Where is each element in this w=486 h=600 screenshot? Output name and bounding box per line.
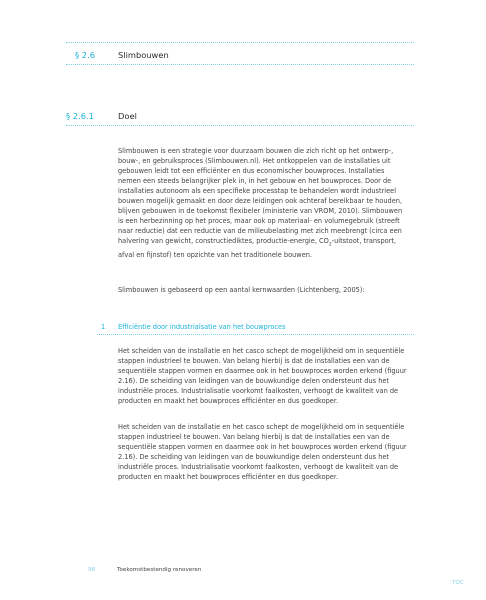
paragraph-industrialisation — [118, 346, 418, 406]
page-number: 98 — [88, 567, 96, 573]
text-line: blijven gebouwen in de toekomst flexibeler (ministerie van VROM, 2010). Slimbouwen — [118, 207, 403, 215]
item-number: 1 — [101, 323, 106, 331]
text-line-co2 — [118, 236, 418, 250]
co2-text: halvering van gewicht, constructiediktes, productie-energie, CO — [118, 237, 329, 245]
paragraph-industrialisation-repeat — [118, 422, 418, 482]
section-number: § 2.6 — [75, 50, 95, 60]
text-line: bouwen mogelijk gemaakt en door deze leidingen ook achteraf bereikbaar te houden, — [118, 197, 403, 205]
text-line: producten en maakt het bouwproces efficiënter en dus goedkoper. — [118, 473, 339, 481]
text-line: stappen industrieel te bouwen. Van belang hierbij is dat de installaties een van de — [118, 433, 390, 441]
co2-suffix: -uitstoot, transport, — [331, 237, 397, 245]
text-line: industriële proces. Industrialisatie voorkomt faalkosten, verhoogt de kwaliteit van de — [118, 463, 399, 471]
toc-link[interactable]: TOC — [452, 580, 464, 586]
footer-title: Toekomstbestendig renoveren — [117, 567, 202, 573]
text-line: Slimbouwen is een strategie voor duurzaam bouwen die zich richt op het ontwerp-, — [118, 147, 394, 155]
subsection-number: § 2.6.1 — [66, 111, 94, 121]
section-rule — [66, 64, 414, 65]
text-line: Het scheiden van de installatie en het casco schept de mogelijkheid om in sequentiële — [118, 347, 405, 355]
text-line: stappen industrieel te bouwen. Van belang hierbij is dat de installaties een van de — [118, 357, 390, 365]
text-line: naar reductie) dat een reductie van de milieubelasting met zich meebrengt (circa een — [118, 227, 402, 235]
text-line: 2.16). De scheiding van leidingen van de bouwkundige delen ondersteunt dus het — [118, 453, 390, 461]
co2-subscript: 2 — [328, 242, 332, 248]
text-line: installaties autonoom als een specifieke processtap te behandelen wordt industrieel — [118, 187, 397, 195]
paragraph-core-values: Slimbouwen is gebaseerd op een aantal kernwaarden (Lichtenberg, 2005): — [118, 286, 365, 294]
text-line: is een herbezinning op het proces, maar ook op materiaal- en volumegebruik (streeft — [118, 217, 400, 225]
subsection-title: Doel — [118, 111, 137, 121]
subsection-rule — [66, 125, 414, 126]
text-line: producten en maakt het bouwproces efficiënter en dus goedkoper. — [118, 397, 339, 405]
section-title: Slimbouwen — [118, 50, 169, 60]
item-rule — [97, 334, 414, 335]
text-line: gebouwen leidt tot een efficiënter en dus economischer bouwproces. Installaties — [118, 167, 385, 175]
text-line: nemen een steeds belangrijker plek in, in het gebouw en het bouwproces. Door de — [118, 177, 392, 185]
text-line: 2.16). De scheiding van leidingen van de bouwkundige delen ondersteunt dus het — [118, 377, 390, 385]
text-line: bouw-, en gebruiksproces (Slimbouwen.nl). Het ontkoppelen van de installaties uit — [118, 157, 391, 165]
text-line: Het scheiden van de installatie en het casco schept de mogelijkheid om in sequentiële — [118, 423, 405, 431]
item-title: Efficiëntie door industrialsatie van het bouwproces — [118, 323, 286, 331]
text-line: sequentiële stappen vormen en daarmee ook in het bouwproces worden erkend (figuur — [118, 443, 407, 451]
text-line: sequentiële stappen vormen en daarmee ook in het bouwproces worden erkend (figuur — [118, 367, 407, 375]
paragraph-intro — [118, 146, 418, 260]
text-line: afval en fijnstof) ten opzichte van het traditionele bouwen. — [118, 251, 313, 260]
top-rule — [66, 42, 414, 43]
text-line: industriële proces. Industrialisatie voorkomt faalkosten, verhoogt de kwaliteit van de — [118, 387, 399, 395]
